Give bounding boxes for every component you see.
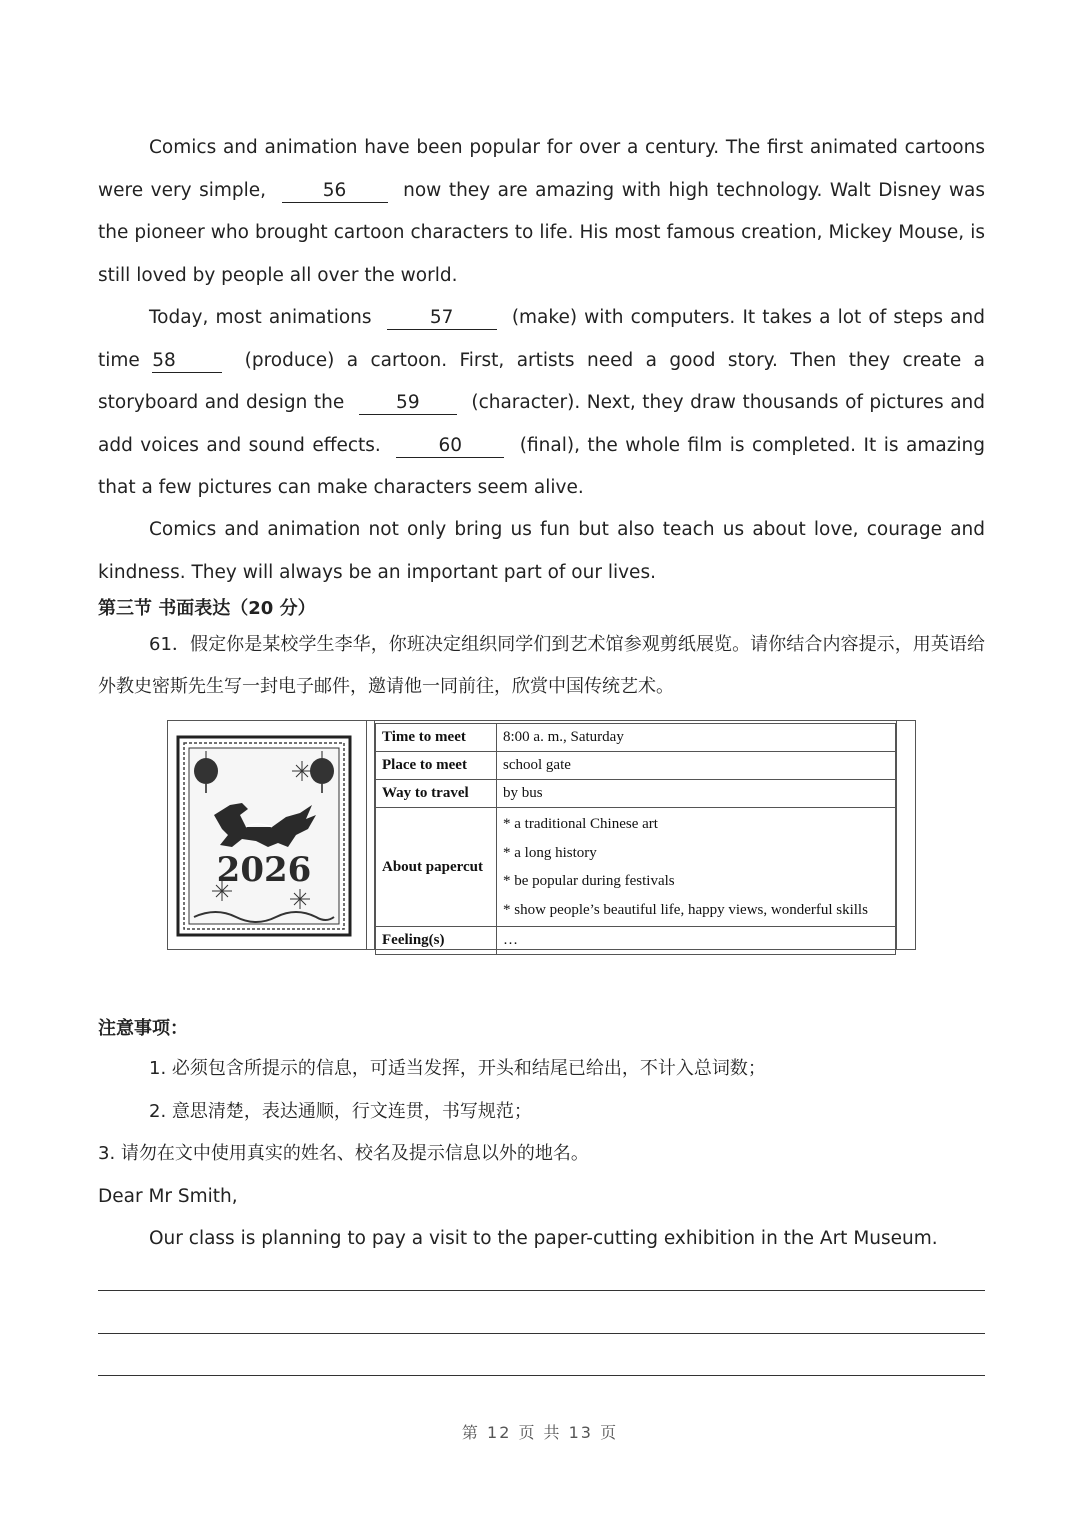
passage-text: Today, most animations — [149, 307, 372, 328]
passage-text: (make) with computers. It takes a lot of steps and time — [98, 307, 985, 371]
passage-paragraph-3: Comics and animation not only bring us fun but also teach us about love, courage and kindness. They will always be an important part of our lives. — [98, 519, 985, 583]
passage-text: (final), the whole film is completed. It is amazing that a few pictures can make characters seem alive. — [98, 434, 986, 498]
blank-number: 60 — [438, 434, 463, 456]
table-row — [376, 724, 896, 752]
row-value: 8:00 a. m., Saturday — [497, 724, 896, 752]
passage-text: (produce) a cartoon. First, artists need a good story. Then they create a storyboard and design the — [98, 349, 985, 413]
note-item: 2. 意思清楚，表达通顺，行文连贯，书写规范； — [149, 1101, 532, 1122]
writing-line[interactable] — [98, 1290, 985, 1291]
papercut-horse-image — [176, 735, 352, 937]
papercut-image-cell — [168, 721, 367, 949]
table-row — [376, 927, 896, 955]
row-label: About papercut — [376, 808, 497, 927]
row-value: by bus — [497, 780, 896, 808]
row-label: Time to meet — [376, 724, 497, 752]
papercut-year: 2026 — [216, 850, 312, 890]
blank-number: 57 — [429, 307, 454, 328]
answer-blank-58[interactable] — [152, 350, 222, 373]
section-title: 第三节 书面表达（20 分） — [98, 598, 316, 619]
table-divider — [896, 721, 897, 949]
writing-line[interactable] — [98, 1333, 985, 1334]
row-value: school gate — [497, 752, 896, 780]
letter-greeting: Dear Mr Smith, — [98, 1186, 238, 1207]
note-item: 3. 请勿在文中使用真实的姓名、校名及提示信息以外的地名。 — [98, 1143, 589, 1164]
blank-number: 59 — [396, 392, 420, 413]
info-table — [375, 723, 896, 955]
prompt-text: ．假定你是某校学生李华，你班决定组织同学们到艺术馆参观剪纸展览。请你结合内容提示，用英语给外教史密斯先生写一封电子邮件，邀请他一同前往，欣赏中国传统艺术。 — [98, 634, 985, 697]
papercut-point: * be popular during festivals — [503, 873, 675, 889]
info-table-frame — [167, 720, 916, 950]
table-row — [376, 780, 896, 808]
document-page — [98, 0, 985, 1527]
passage-text: Comics and animation have been popular for over a century. The first animated cartoons were very simple, — [98, 137, 985, 201]
answer-blank-60[interactable] — [396, 435, 504, 458]
table-row — [376, 808, 896, 927]
writing-line[interactable] — [98, 1375, 985, 1376]
passage-text: (character). Next, they draw thousands of pictures and add voices and sound effects. — [98, 392, 986, 456]
papercut-point: * a traditional Chinese art — [503, 816, 658, 832]
papercut-point: * show people’s beautiful life, happy views, wonderful skills — [503, 901, 868, 918]
note-item: 1. 必须包含所提示的信息，可适当发挥，开头和结尾已给出，不计入总词数； — [149, 1058, 766, 1079]
row-label: Feeling(s) — [376, 927, 497, 955]
row-label: Place to meet — [376, 752, 497, 780]
letter-opening: Our class is planning to pay a visit to the paper-cutting exhibition in the Art Museum. — [149, 1228, 938, 1249]
passage-text: now they are amazing with high technology. Walt Disney was the pioneer who brought cartoon characters to life. His most famous creation, Mickey Mouse, is still loved by people all over the world. — [98, 179, 985, 286]
row-value: … — [497, 927, 896, 955]
notes-title: 注意事项： — [98, 1018, 188, 1039]
row-label: Way to travel — [376, 780, 497, 808]
passage-paragraph-1 — [98, 127, 985, 297]
papercut-point: * a long history — [503, 844, 597, 861]
writing-prompt — [98, 624, 985, 708]
passage-paragraph-2 — [98, 297, 985, 510]
blank-number: 56 — [322, 179, 347, 201]
answer-blank-56[interactable] — [282, 180, 388, 203]
answer-blank-59[interactable] — [359, 392, 457, 415]
answer-blank-57[interactable] — [387, 307, 497, 330]
papercut-points — [497, 808, 896, 927]
blank-number: 58 — [152, 349, 176, 371]
table-row — [376, 752, 896, 780]
page-footer: 第 12 页 共 13 页 — [461, 1423, 619, 1442]
question-number: 61 — [149, 634, 172, 655]
